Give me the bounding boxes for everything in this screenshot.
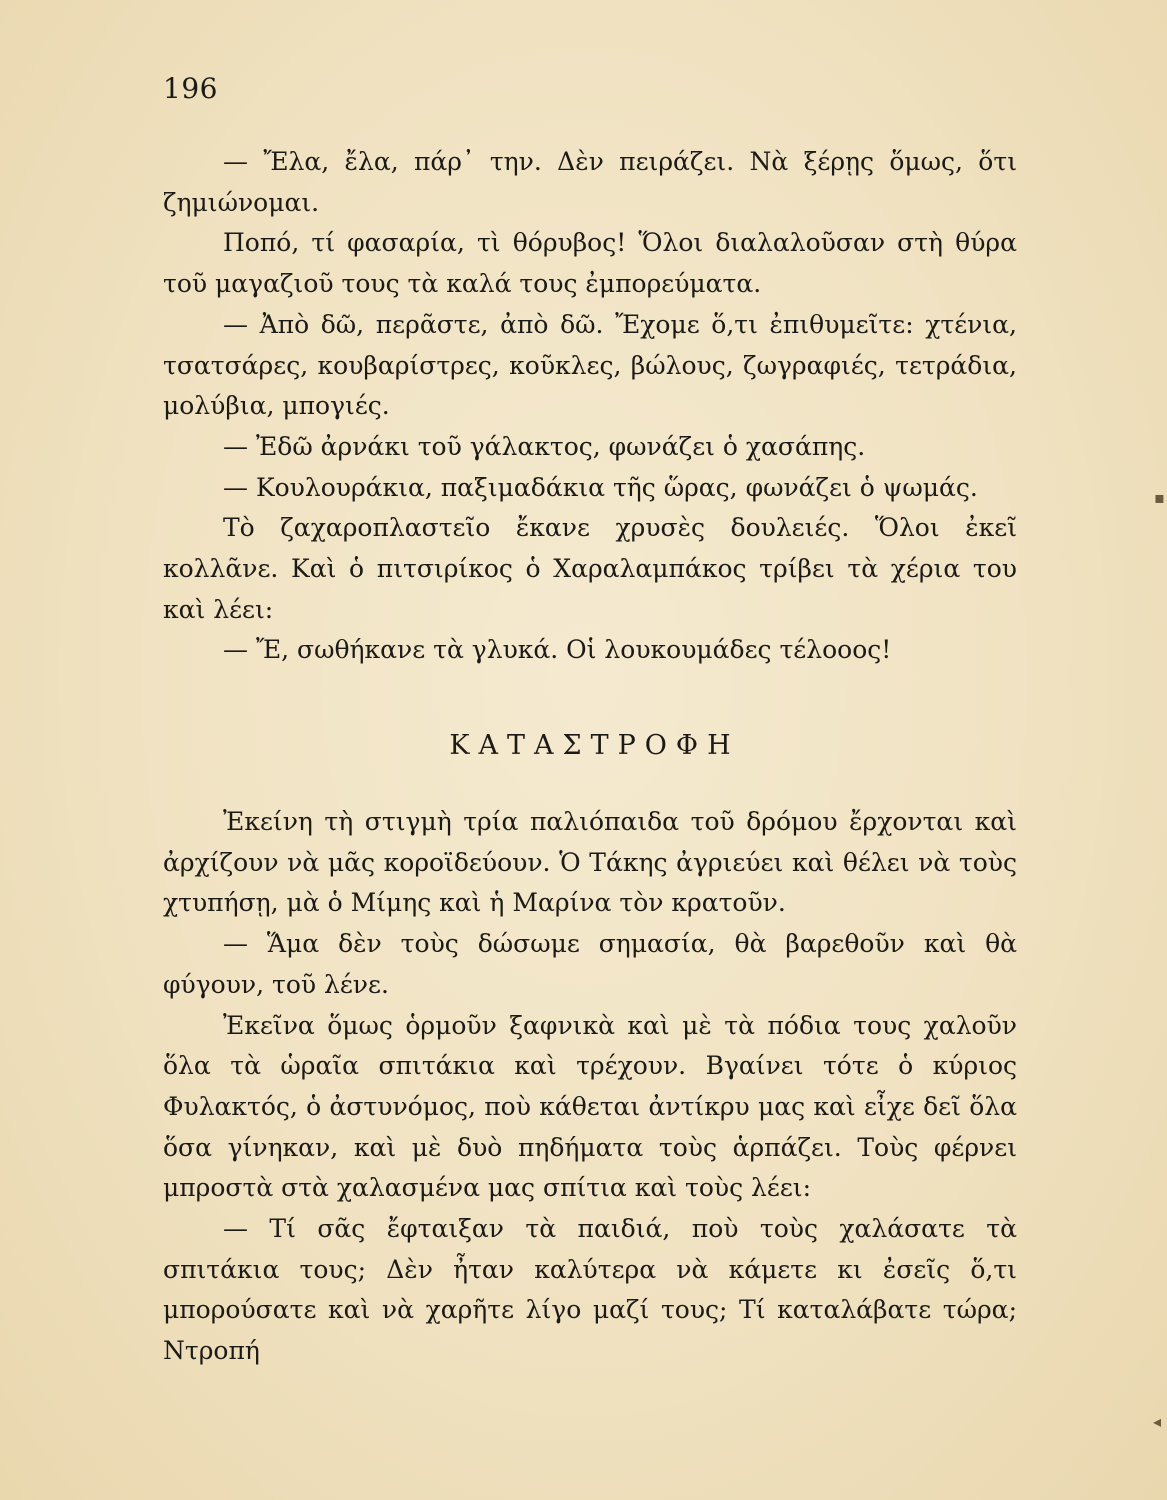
paragraph: — Ἀπὸ δῶ, περᾶστε, ἀπὸ δῶ. Ἔχομε ὅ,τι ἐπιθυμεῖτε: χτένια, τσατσάρες, κουβαρίστρες, κοῦκλες, βώλους, ζωγραφιές, τετράδια, μολύβια, μπογιές. bbox=[163, 309, 1017, 421]
paragraph: Ποπό, τί φασαρία, τὶ θόρυβος! Ὅλοι διαλαλοῦσαν στὴ θύρα τοῦ μαγαζιοῦ τους τὰ καλά τους ἐμπορεύματα. bbox=[163, 228, 1017, 299]
paragraph: — Ἐδῶ ἀρνάκι τοῦ γάλακτος, φωνάζει ὁ χασάπης. bbox=[223, 431, 866, 461]
paragraph: — Τί σᾶς ἔφταιξαν τὰ παιδιά, ποὺ τοὺς χαλάσατε τὰ σπιτάκια τους; Δὲν ἦταν καλύτερα νὰ κάμετε κι ἐσεῖς ὅ,τι μπορούσατε καὶ νὰ χαρῆτε λίγο μαζί τους; Τί καταλάβατε τώρα; Ντροπή bbox=[163, 1214, 1017, 1366]
margin-speck: ◂ bbox=[1153, 1412, 1162, 1431]
page-number: 196 bbox=[163, 72, 218, 105]
paragraph: — Κουλουράκια, παξιμαδάκια τῆς ὥρας, φωνάζει ὁ ψωμάς. bbox=[223, 472, 978, 502]
chapter-heading: ΚΑΤΑΣΤΡΟΦΗ bbox=[449, 730, 740, 761]
paragraph: Ἐκεῖνα ὅμως ὁρμοῦν ξαφνικὰ καὶ μὲ τὰ πόδια τους χαλοῦν ὅλα τὰ ὡραῖα σπιτάκια καὶ τρέχουν. Βγαίνει τότε ὁ κύριος Φυλακτός, ὁ ἀστυνόμος, ποὺ κάθεται ἀντίκρυ μας καὶ εἶχε δεῖ ὅλα ὅσα γίνηκαν, καὶ μὲ δυὸ πηδήματα τοὺς ἁρπάζει. Τοὺς φέρνει μπροστὰ στὰ χαλασμένα μας σπίτια καὶ τοὺς λέει: bbox=[163, 1010, 1017, 1203]
paragraph: — Ἅμα δὲν τοὺς δώσωμε σημασία, θὰ βαρεθοῦν καὶ θὰ φύγουν, τοῦ λένε. bbox=[163, 929, 1017, 999]
margin-speck: ▪ bbox=[1154, 488, 1165, 507]
text-section-catastrophe bbox=[163, 802, 1017, 1372]
paragraph: Ἐκείνη τὴ στιγμὴ τρία παλιόπαιδα τοῦ δρόμου ἔρχονται καὶ ἀρχίζουν νὰ μᾶς κοροϊδεύουν. Ὁ Τάκης ἀγριεύει καὶ θέλει νὰ τοὺς χτυπήσῃ, μὰ ὁ Μίμης καὶ ἡ Μαρίνα τὸν κρατοῦν. bbox=[163, 807, 1017, 918]
paragraph: Τὸ ζαχαροπλαστεῖο ἔκανε χρυσὲς δουλειές. Ὅλοι ἐκεῖ κολλᾶνε. Καὶ ὁ πιτσιρίκος ὁ Χαραλαμπάκος τρίβει τὰ χέρια του καὶ λέει: bbox=[163, 513, 1017, 624]
paragraph: — Ἔλα, ἔλα, πάρ᾿ την. Δὲν πειράζει. Νὰ ξέρῃς ὅμως, ὅτι ζημιώνομαι. bbox=[163, 147, 1017, 217]
text-section-market bbox=[163, 142, 1017, 671]
paragraph: — Ἔ, σωθήκανε τὰ γλυκά. Οἱ λουκουμάδες τέλοοος! bbox=[223, 635, 892, 665]
